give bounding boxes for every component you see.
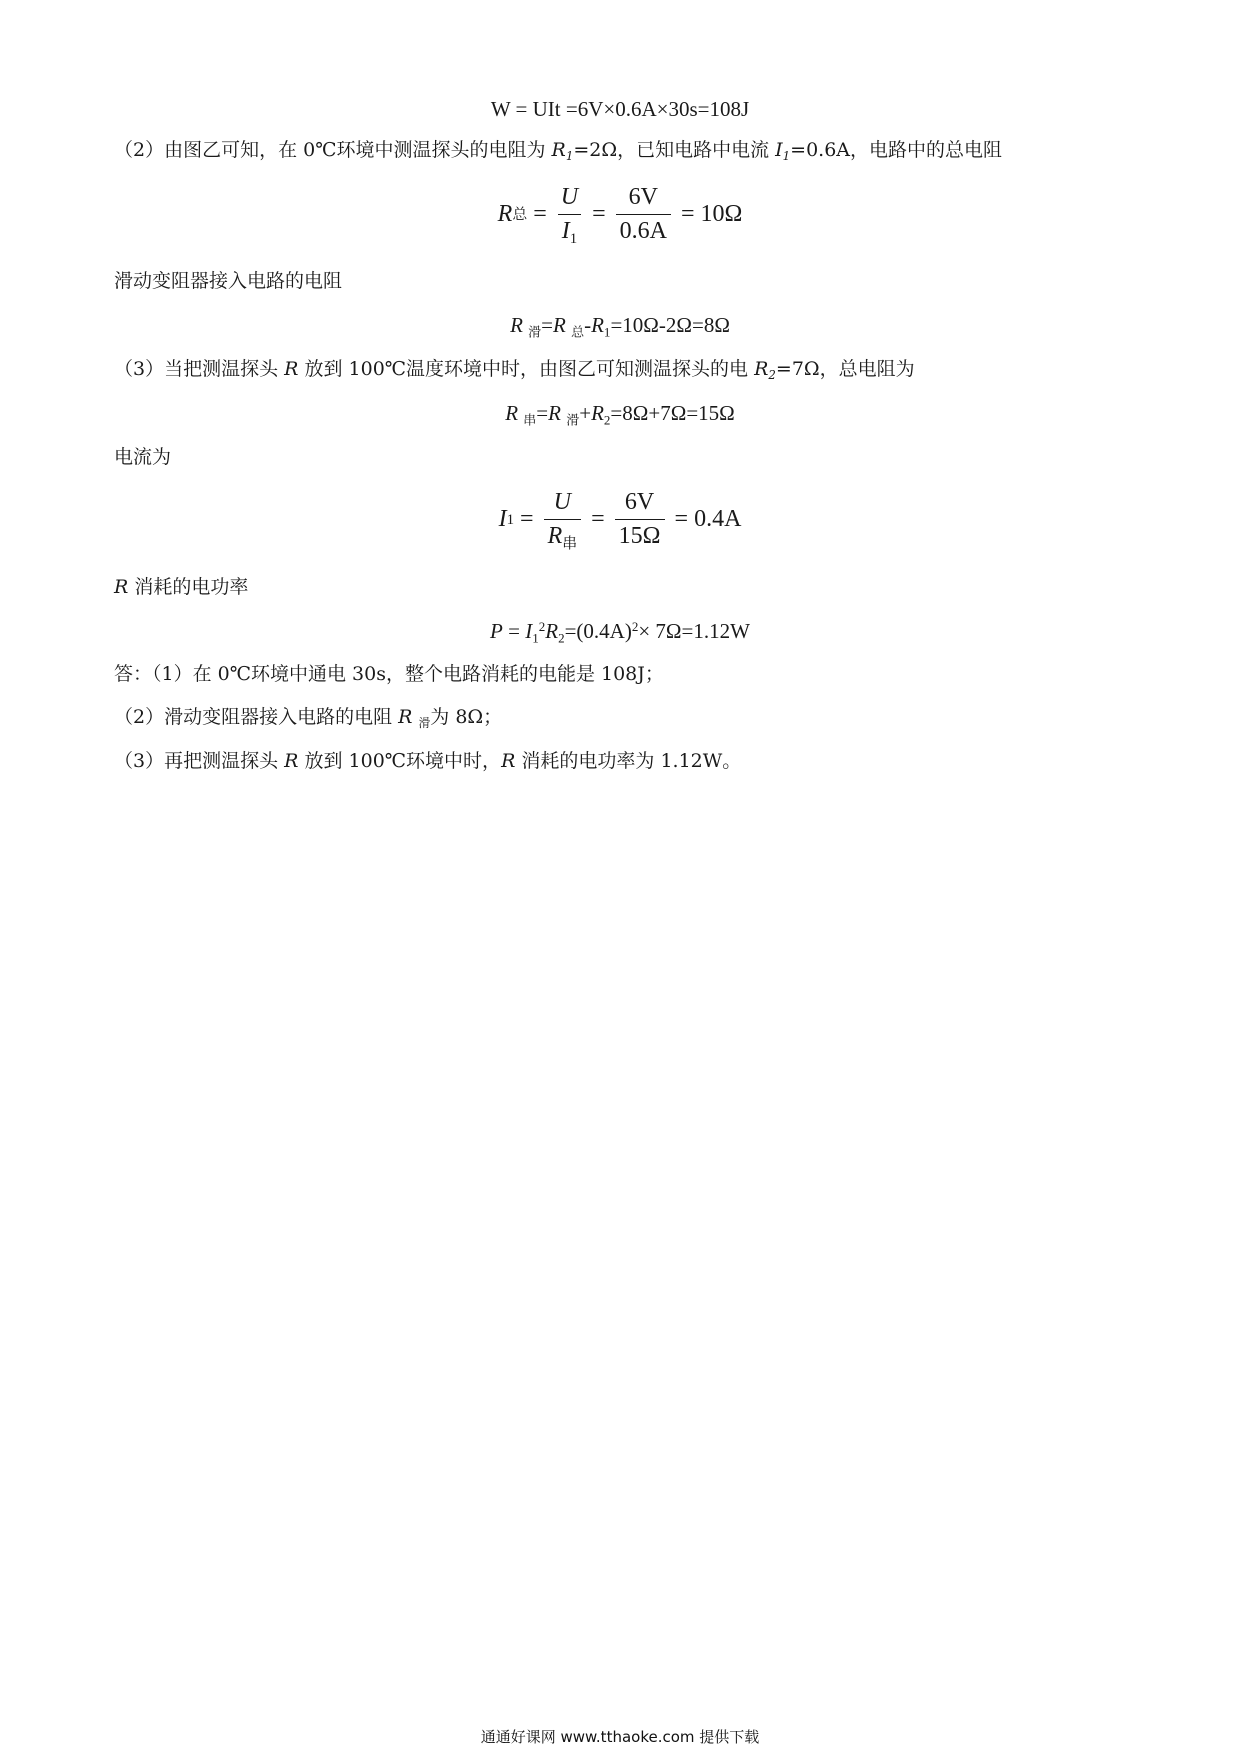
slider-label-text: 滑动变阻器接入电路的电阻	[114, 270, 343, 292]
footer-text: 通通好课网 www.tthaoke.com 提供下载	[480, 1728, 760, 1746]
part3-paragraph: （3）当把测温探头 R 放到 100℃温度环境中时，由图乙可知测温探头的电 $R_2=7\Omega$，总电阻为	[114, 358, 915, 383]
current-result: 0.4A	[694, 506, 742, 532]
rtotal-num1: U	[560, 184, 579, 210]
part2-prefix: （2）由图乙可知，在 0℃环境中测温探头的电阻为	[114, 139, 552, 161]
current-num2: 6V	[624, 489, 655, 515]
rslide-total-sub: 总	[571, 324, 585, 340]
rslide-sub: 滑	[528, 324, 542, 340]
power-mid: =(0.4A)	[564, 619, 632, 643]
rslide-rest: =10Ω-2Ω=8Ω	[610, 313, 730, 337]
answer-1-text: 答：（1）在 0℃环境中通电 30s，整个电路消耗的电能是 108J；	[114, 663, 664, 685]
answer-3-suffix: 消耗的电功率为 1.12W。	[515, 750, 742, 772]
symbol-r1: $R_1$	[551, 139, 574, 164]
part3-mid: 放到 100℃温度环境中时，由图乙可知测温探头的电	[298, 358, 755, 380]
rseries-sub: 串	[523, 412, 537, 428]
part2-paragraph	[114, 137, 1002, 163]
symbol-r2: $R_2$	[754, 358, 776, 383]
fraction-6v-over-15ohm	[615, 489, 665, 550]
equation-series-resistance: R $_串$=R $_滑+R_2=8\Omega+7\Omega=15\Omega$	[505, 401, 735, 428]
equation-work-text: W = UIt =6V×0.6A×30s=108J	[490, 97, 750, 121]
symbol-i1: $I_1$	[775, 139, 791, 164]
part2-r1-value: =2Ω，已知电路中电流	[573, 139, 776, 161]
answer-3-prefix: （3）再把测温探头	[114, 750, 285, 772]
rtotal-num2: 6V	[628, 184, 658, 210]
answer-2-prefix: （2）滑动变阻器接入电路的电阻	[114, 706, 399, 728]
fraction-u-over-i1: $\frac{U}{I_1}$	[557, 184, 582, 245]
slider-label	[114, 268, 342, 294]
equation-slider-resistance: R $_滑$=R $_总-R_1=10\Omega-2\Omega=8\Omega$	[510, 313, 730, 340]
current-num1: U	[553, 489, 572, 515]
part3-prefix: （3）当把测温探头	[114, 358, 285, 380]
rtotal-den2: 0.6A	[616, 214, 671, 245]
part3-r2-value: =7Ω，总电阻为	[775, 358, 915, 380]
current-label-text: 电流为	[114, 446, 172, 468]
power-label: R 消耗的电功率	[114, 576, 249, 598]
rtotal-den1-sub: 1	[569, 231, 578, 248]
answer-3: （3）再把测温探头 R 放到 100℃环境中时，R 消耗的电功率为 1.12W。	[114, 750, 742, 772]
equation-current: I 1 = $\frac{U}{R_串}$ = $\frac{6V}{15\Omega}$ = 0.4A	[498, 489, 742, 553]
equation-total-resistance: R 总 = $\frac{U}{I_1}$ = $\frac{6V}{0.6A}$ = 10Ω	[497, 184, 743, 248]
power-rest: × 7Ω=1.12W	[638, 619, 750, 643]
rseries-rest: =8Ω+7Ω=15Ω	[610, 401, 735, 425]
answer-2-sub: 滑	[418, 716, 431, 731]
answer-1	[114, 661, 664, 687]
equation-power: $P = I_1^2R_2=(0.4A)^2\times 7\Omega=1.12W$	[490, 618, 750, 646]
answer-2: （2）滑动变阻器接入电路的电阻 R $_滑$为 8Ω；	[114, 706, 503, 731]
current-den1-sub: 串	[562, 536, 578, 553]
current-label	[114, 444, 171, 470]
power-label-text: 消耗的电功率	[134, 576, 249, 598]
footer-credit	[0, 1726, 1240, 1747]
rtotal-result: 10Ω	[700, 201, 743, 227]
fraction-6v-over-06a	[616, 184, 671, 245]
rseries-slide-sub: 滑	[566, 412, 580, 428]
equation-work	[0, 96, 1240, 122]
answer-3-mid: 放到 100℃环境中时，	[298, 750, 502, 772]
answer-2-suffix: 为 8Ω；	[430, 706, 503, 728]
fraction-u-over-rseries: $\frac{U}{R_串}$	[544, 489, 582, 550]
part2-i1-value: =0.6A，电路中的总电阻	[790, 139, 1003, 161]
current-den2: 15Ω	[615, 519, 665, 550]
